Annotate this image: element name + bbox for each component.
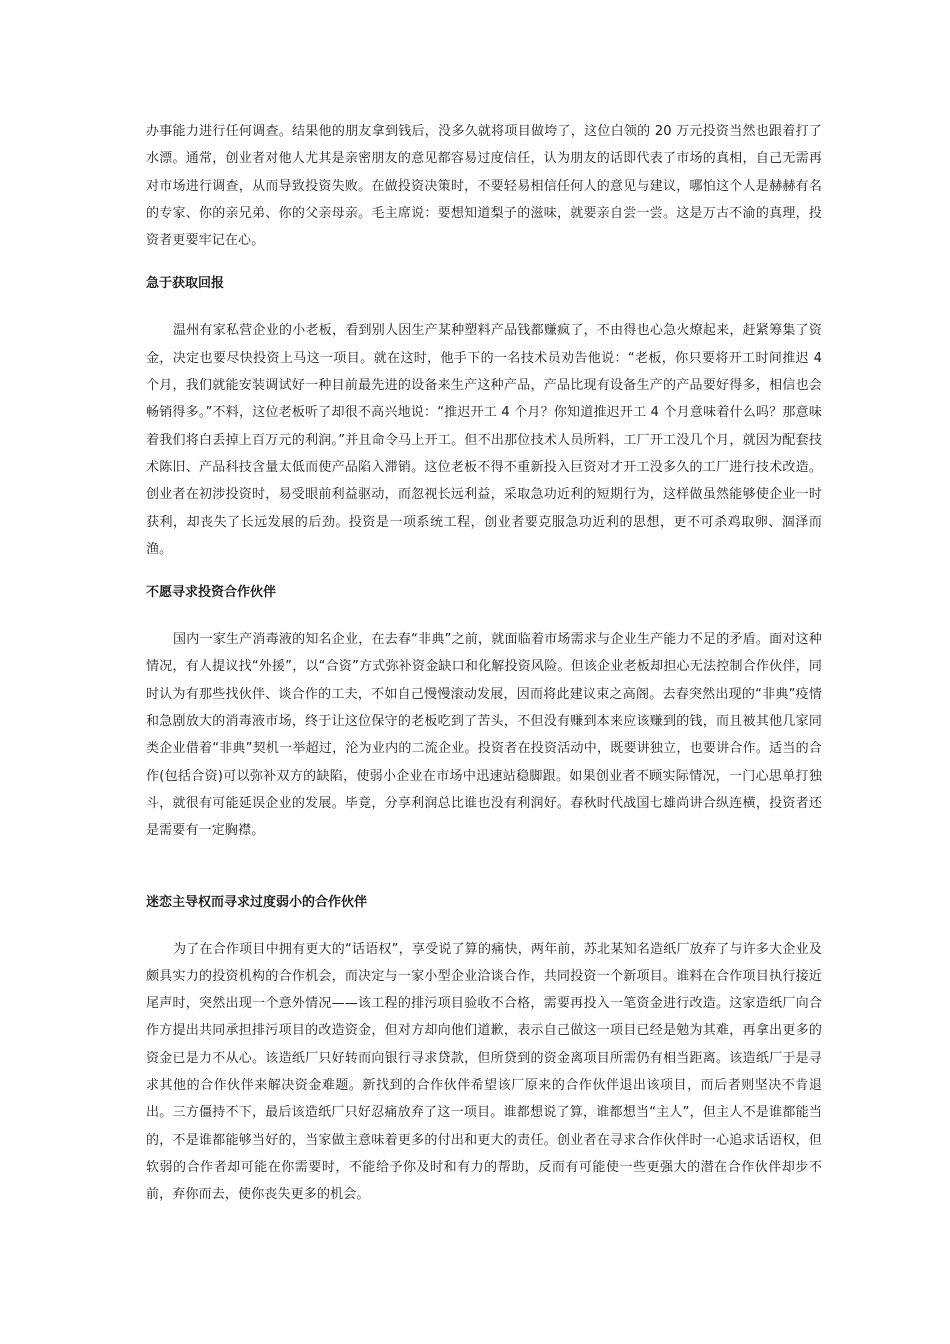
spacer — [146, 254, 822, 270]
spacer — [146, 563, 822, 579]
spacer — [146, 297, 822, 317]
document-page — [146, 118, 822, 1209]
section-paragraph-no-partner: 国内一家生产消毒液的知名企业，在去春“非典”之前，就面临着市场需求与企业生产能力不足的矛盾。面对这种情况，有人提议找“外援”，以“合资”方式弥补资金缺口和化解投资风险。但该企业老板却担心无法控制合作伙伴，同时认为有那些找伙伴、谈合作的工夫，不如自己慢慢滚动发展，因而将此建议束之高阁。去春突然出现的“非典”疫情和急剧放大的消毒液市场，终于让这位保守的老板吃到了苦头，不但没有赚到本来应该赚到的钱，而且被其他几家同类企业借着“非典”契机一举超过，沦为业内的二流企业。投资者在投资活动中，既要讲独立，也要讲合作。适当的合作(包括合资)可以弥补双方的缺陷，使弱小企业在市场中迅速站稳脚跟。如果创业者不顾实际情况，一门心思单打独斗，就很有可能延误企业的发展。毕竟，分享利润总比谁也没有利润好。春秋时代战国七雄尚讲合纵连横，投资者还是需要有一定胸襟。 — [146, 632, 822, 839]
section-heading-eager-returns: 急于获取回报 — [146, 276, 225, 292]
section-heading-weak-partner: 迷恋主导权而寻求过度弱小的合作伙伴 — [146, 894, 368, 910]
spacer — [146, 916, 822, 936]
section-heading-no-partner: 不愿寻求投资合作伙伴 — [146, 585, 277, 601]
section-paragraph-eager-returns: 温州有家私营企业的小老板，看到别人因生产某种塑料产品钱都赚疯了，不由得也心急火燎起来，赶紧筹集了资金，决定也要尽快投资上马这一项目。就在这时，他手下的一名技术员劝告他说：“老板，你只要将开工时间推迟 4 个月，我们就能安装调试好一种目前最先进的设备来生产这种产品，产品比现有设备生产的产品要好得多，相信也会畅销得多。”不料，这位老板听了却很不高兴地说：“推迟开工 4 个月？你知道推迟开工 4 个月意味着什么吗？那意味着我们将白丢掉上百万元的利润。”并且命令马上开工。但不出那位技术人员所料，工厂开工没几个月，就因为配套技术陈旧、产品科技含量太低而使产品陷入滞销。这位老板不得不重新投入巨资对才开工没多久的工厂进行技术改造。创业者在初涉投资时，易受眼前利益驱动，而忽视长远利益，采取急功近利的短期行为，这样做虽然能够使企业一时获利，却丧失了长远发展的后劲。投资是一项系统工程，创业者要克服急功近利的思想，更不可杀鸡取卵、涸泽而渔。 — [146, 323, 822, 557]
section-paragraph-continued: 办事能力进行任何调查。结果他的朋友拿到钱后，没多久就将项目做垮了，这位白领的 20 万元投资当然也跟着打了水漂。通常，创业者对他人尤其是亲密朋友的意见都容易过度信任，认为朋友的话即代表了市场的真相，自己无需再对市场进行调查，从而导致投资失败。在做投资决策时，不要轻易相信任何人的意见与建议，哪怕这个人是赫赫有名的专家、你的亲兄弟、你的父亲母亲。毛主席说：要想知道梨子的滋味，就要亲自尝一尝。这是万古不渝的真理，投资者更要牢记在心。 — [146, 124, 822, 249]
section-paragraph-weak-partner: 为了在合作项目中拥有更大的“话语权”，享受说了算的痛快，两年前，苏北某知名造纸厂放弃了与许多大企业及颇具实力的投资机构的合作机会，而决定与一家小型企业洽谈合作，共同投资一个新项目。谁料在合作项目执行接近尾声时，突然出现一个意外情况——该工程的排污项目验收不合格，需要再投入一笔资金进行改造。这家造纸厂向合作方提出共同承担排污项目的改造资金，但对方却向他们道歉，表示自己做这一项目已经是勉为其难，再拿出更多的资金已是力不从心。该造纸厂只好转而向银行寻求贷款，但所贷到的资金离项目所需仍有相当距离。该造纸厂于是寻求其他的合作伙伴来解决资金难题。新找到的合作伙伴希望该厂原来的合作伙伴退出该项目，而后者则坚决不肯退出。三方僵持不下，最后该造纸厂只好忍痛放弃了这一项目。谁都想说了算，谁都想当“主人”，但主人不是谁都能当的，不是谁都能够当好的，当家做主意味着更多的付出和更大的责任。创业者在寻求合作伙伴时一心追求话语权，但软弱的合作者却可能在你需要时，不能给予你及时和有力的帮助，反而有可能使一些更强大的潜在合作伙伴却步不前，弃你而去，使你丧失更多的机会。 — [146, 941, 822, 1203]
spacer — [146, 845, 822, 889]
spacer — [146, 606, 822, 626]
